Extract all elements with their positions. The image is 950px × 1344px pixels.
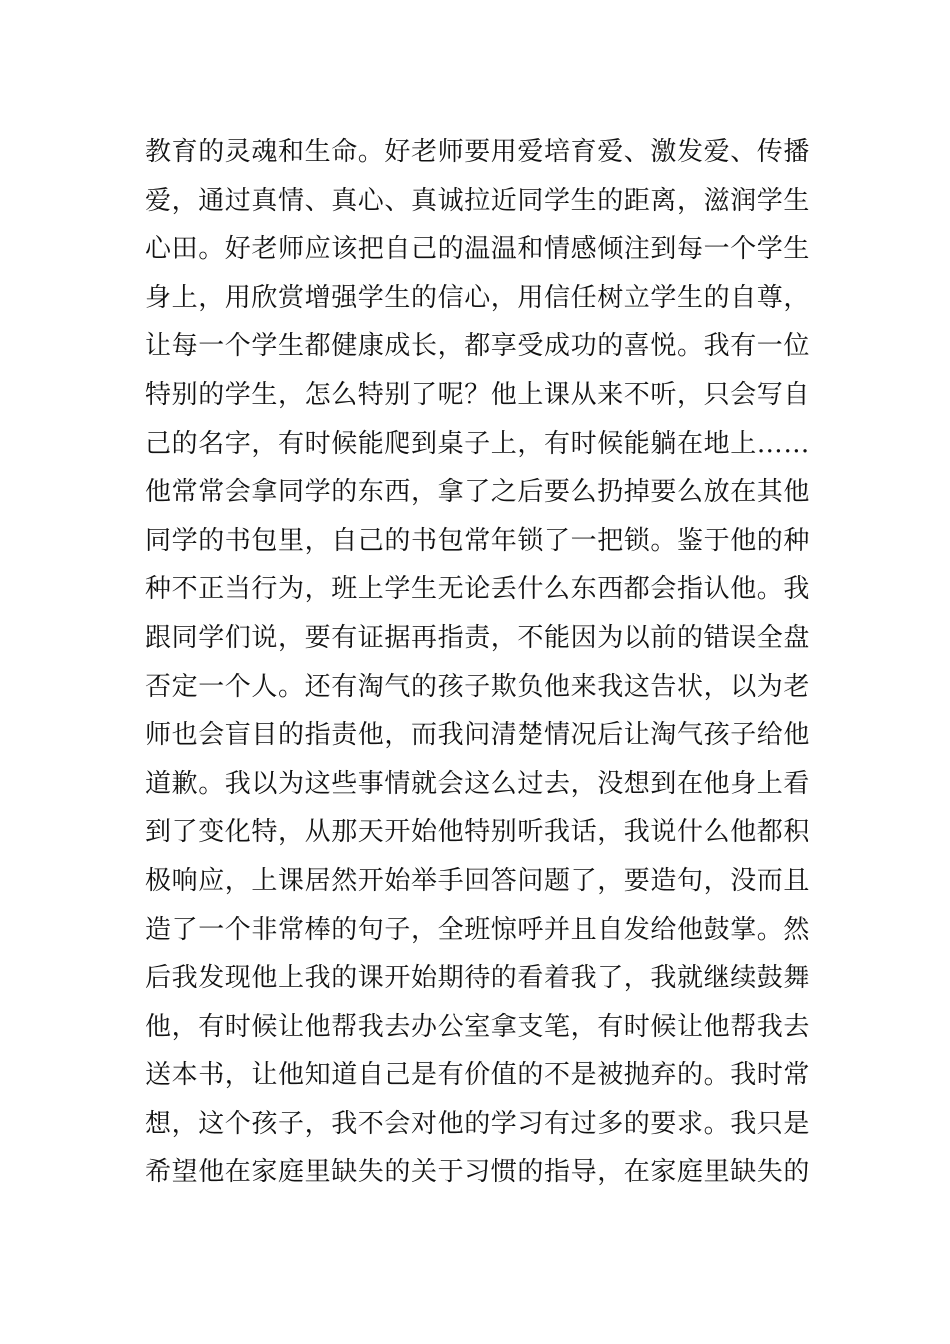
text-line: 后我发现他上我的课开始期待的看着我了，我就继续鼓舞 [145, 963, 811, 994]
text-line: 到了变化特，从那天开始他特别听我话，我说什么他都积 [145, 817, 811, 848]
text-line: 想，这个孩子，我不会对他的学习有过多的要求。我只是 [145, 1108, 811, 1139]
text-line: 送本书，让他知道自己是有价值的不是被抛弃的。我时常 [145, 1060, 811, 1091]
text-line: 特别的学生，怎么特别了呢？他上课从来不听，只会写自 [145, 379, 811, 410]
text-line: 身上，用欣赏增强学生的信心，用信任树立学生的自尊， [145, 282, 811, 313]
text-line: 他，有时候让他帮我去办公室拿支笔，有时候让他帮我去 [145, 1011, 811, 1042]
text-line: 否定一个人。还有淘气的孩子欺负他来我这告状，以为老 [145, 671, 811, 702]
text-line: 道歉。我以为这些事情就会这么过去，没想到在他身上看 [145, 768, 811, 799]
text-line: 心田。好老师应该把自己的温温和情感倾注到每一个学生 [145, 234, 811, 265]
text-line: 同学的书包里，自己的书包常年锁了一把锁。鉴于他的种 [145, 525, 811, 556]
text-line: 爱，通过真情、真心、真诚拉近同学生的距离，滋润学生 [145, 185, 811, 216]
text-line: 种不正当行为，班上学生无论丢什么东西都会指认他。我 [145, 574, 811, 605]
text-line: 跟同学们说，要有证据再指责，不能因为以前的错误全盘 [145, 622, 811, 653]
text-line: 希望他在家庭里缺失的关于习惯的指导，在家庭里缺失的 [145, 1157, 811, 1188]
text-line: 他常常会拿同学的东西，拿了之后要么扔掉要么放在其他 [145, 477, 811, 508]
text-line: 己的名字，有时候能爬到桌子上，有时候能躺在地上…… [145, 428, 811, 459]
text-line: 造了一个非常棒的句子，全班惊呼并且自发给他鼓掌。然 [145, 914, 811, 945]
body-text [145, 128, 825, 1197]
text-line: 让每一个学生都健康成长，都享受成功的喜悦。我有一位 [145, 331, 811, 362]
text-line: 教育的灵魂和生命。好老师要用爱培育爱、激发爱、传播 [145, 137, 811, 167]
text-line: 师也会盲目的指责他，而我问清楚情况后让淘气孩子给他 [145, 720, 811, 751]
text-line: 极响应，上课居然开始举手回答问题了，要造句，没而且 [145, 865, 811, 896]
